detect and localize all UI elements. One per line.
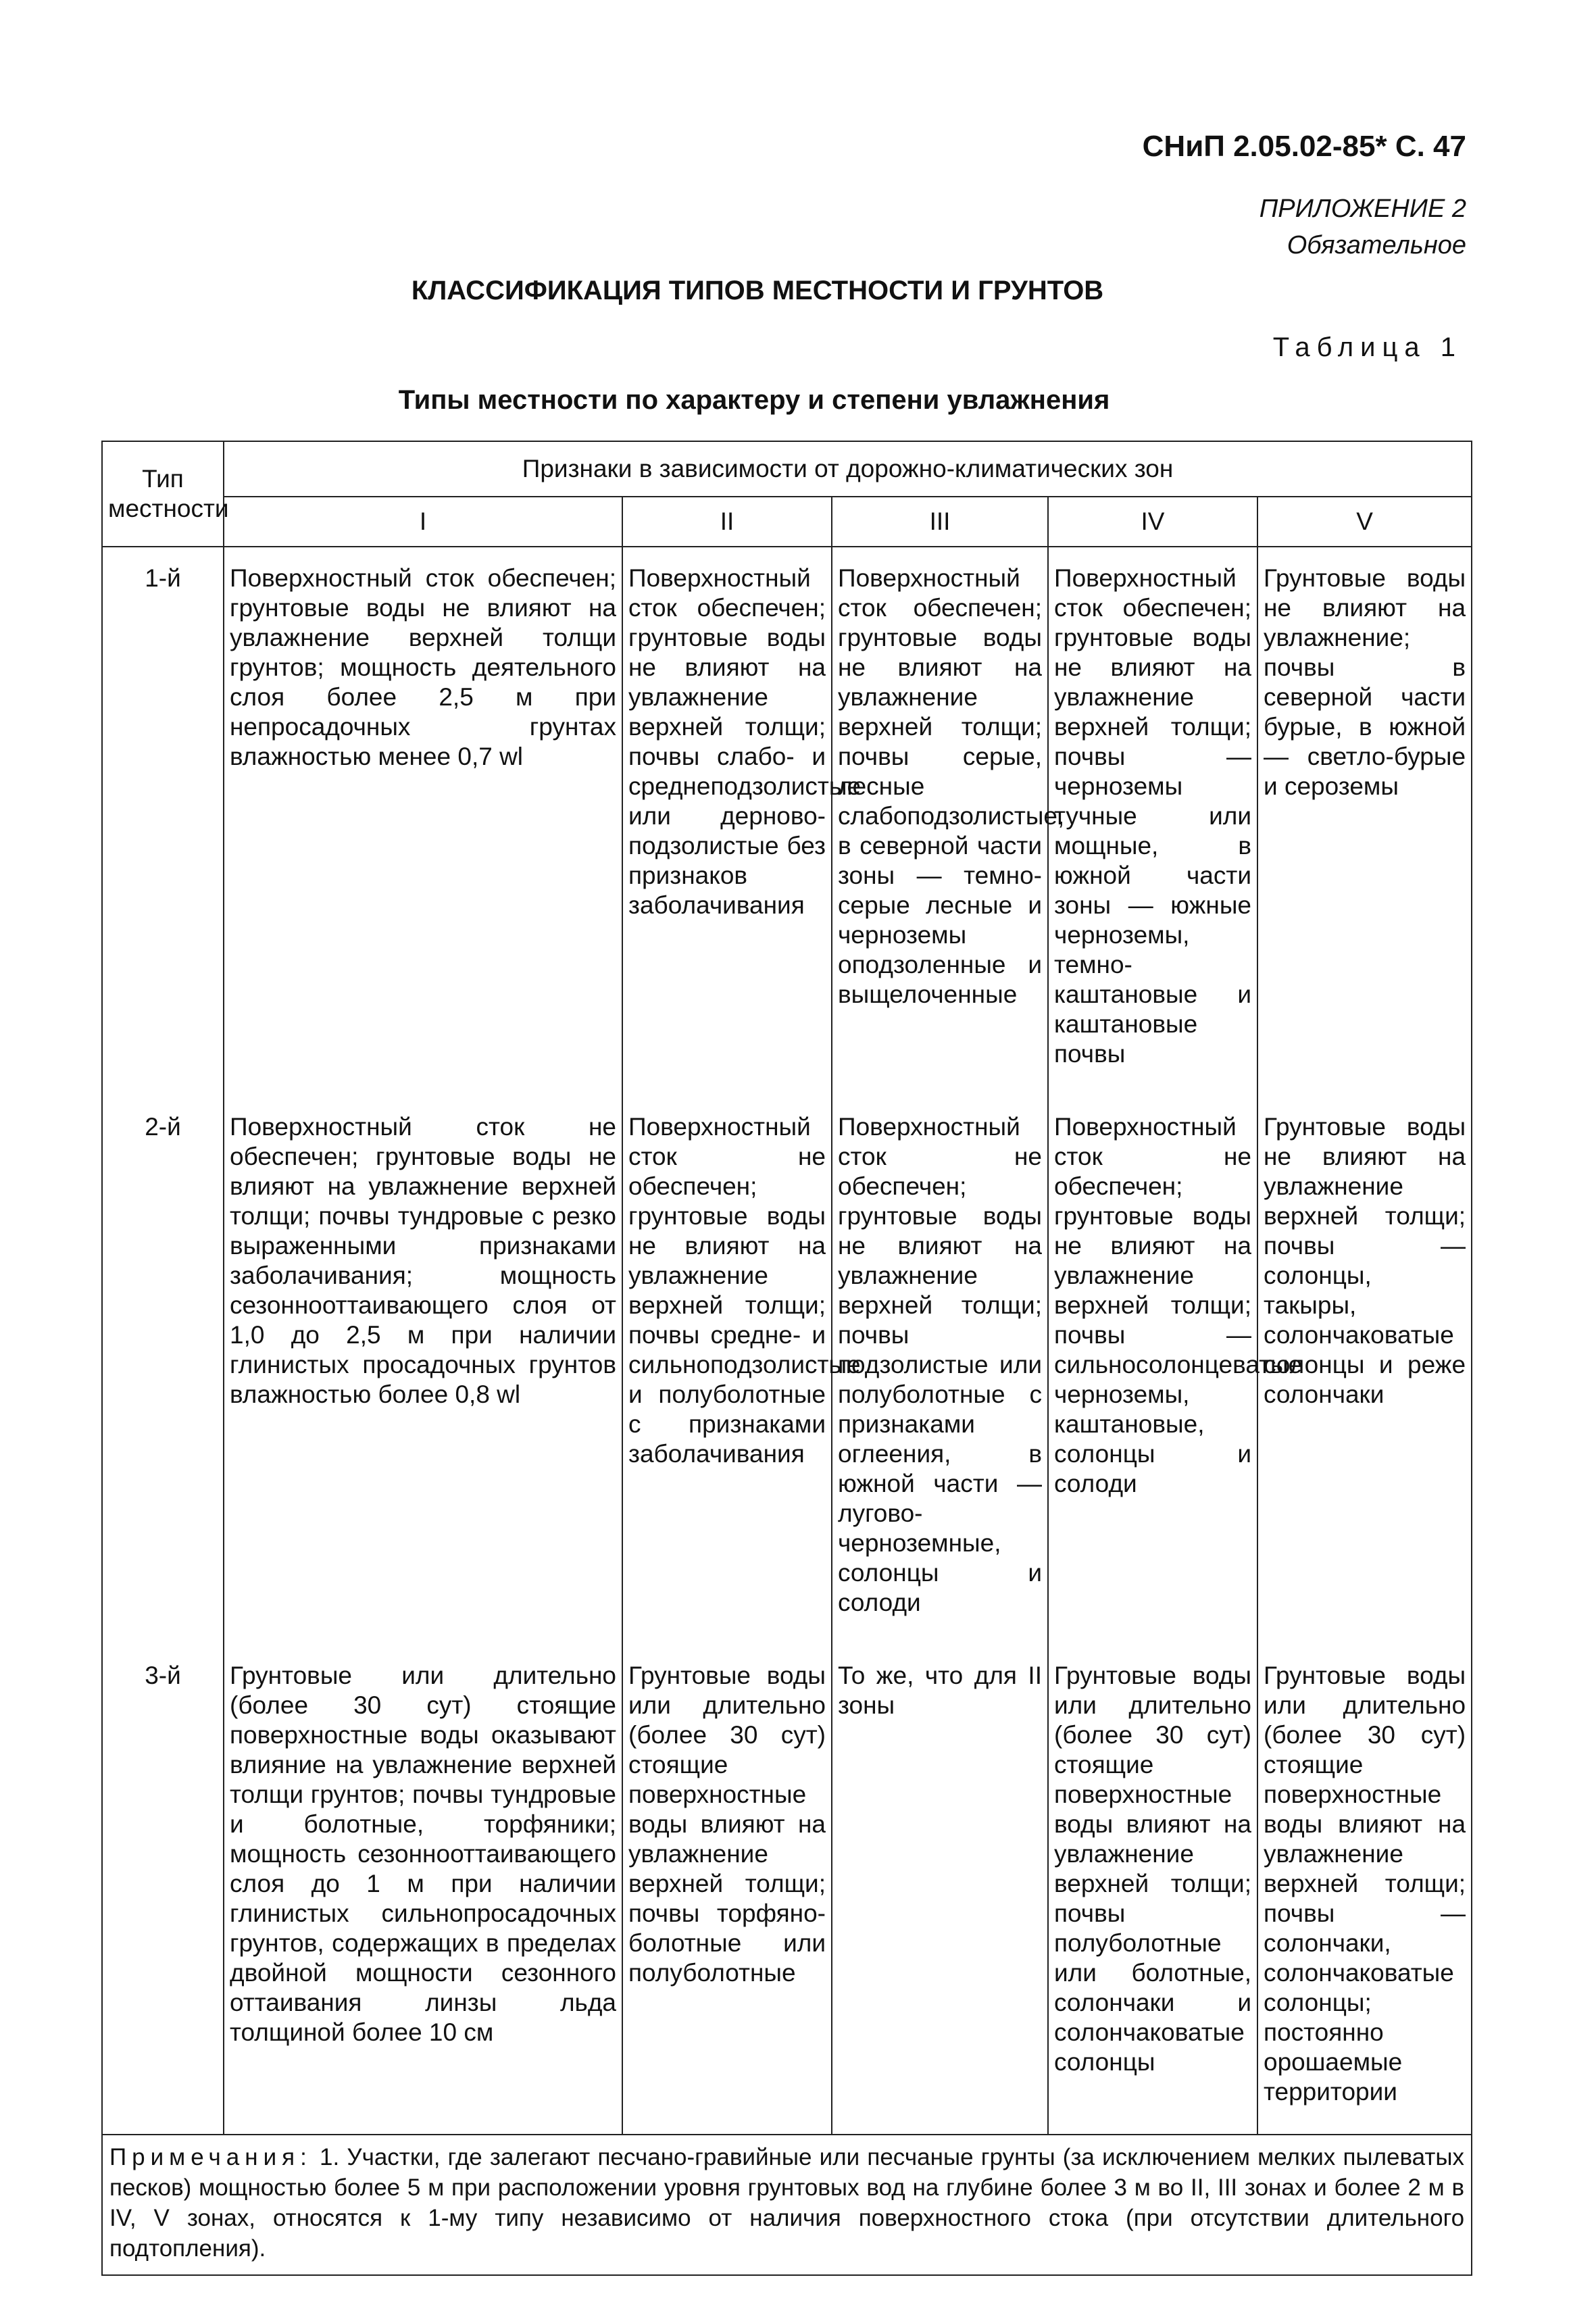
table-cell: Поверхностный сток обеспечен; грунтовые воды не влияют на увлажнение верхней толщи грунтов; мощность деятельного слоя более 2,5 м при непросадочных грунтах влажностью менее 0,7 wl [224, 547, 622, 1096]
table-cell: Грунтовые или длительно (более 30 сут) стоящие поверхностные воды оказывают влияние на увлажнение верхней толщи грунтов; почвы тундровые и болотные, торфяники; мощность сезоннооттаивающего слоя до 1 м при наличии глинистых сильнопросадочных грунтов, содержащих в пределах двойной мощности сезонного оттаивания линзы льда толщиной более 10 см [224, 1645, 622, 2135]
terrain-type: 1-й [102, 547, 224, 1096]
table-cell: Поверхностный сток не обеспечен; грунтовые воды не влияют на увлажнение верхней толщи; почвы подзолистые или полуболотные с признаками оглеения, в южной части — лугово-черноземные, солонцы и солоди [832, 1096, 1048, 1645]
table-cell: Поверхностный сток обеспечен; грунтовые воды не влияют на увлажнение верхней толщи; почвы слабо- и среднеподзолистые или дерново-подзолистые без признаков заболачивания [622, 547, 832, 1096]
table-cell: Поверхностный сток не обеспечен; грунтовые воды не влияют на увлажнение верхней толщи; почвы средне- и сильноподзолистые и полуболотные с признаками заболачивания [622, 1096, 832, 1645]
terrain-type: 3-й [102, 1645, 224, 2135]
annex-status: Обязательное [1287, 231, 1466, 259]
column-header-type: Тип местности [102, 441, 224, 547]
zone-header: II [622, 497, 832, 547]
annex-label [1260, 191, 1466, 264]
zone-header: III [832, 497, 1048, 547]
terrain-type: 2-й [102, 1096, 224, 1645]
table-cell: Грунтовые воды не влияют на увлажнение верхней толщи; почвы — солонцы, такыры, солончаковатые солонцы и реже солончаки [1257, 1096, 1472, 1645]
page-title: КЛАССИФИКАЦИЯ ТИПОВ МЕСТНОСТИ И ГРУНТОВ [411, 276, 1104, 305]
notes-text: 1. Участки, где залегают песчано-гравийные или песчаные грунты (за исключением мелких пылеватых песков) мощностью более 5 м при расположении уровня грунтовых вод на глубине более 3 м во II, III зонах и более 2 м в IV, V зонах, относятся к 1-му типу независимо от наличия поверхностного стока (при отсутствии длительного подтопления). [109, 2144, 1465, 2262]
table-cell: Поверхностный сток обеспечен; грунтовые воды не влияют на увлажнение верхней толщи; почвы серые, лесные слабоподзолистые, в северной части зоны — темно-серые лесные и черноземы оподзоленные и выщелоченные [832, 547, 1048, 1096]
column-group-header: Признаки в зависимости от дорожно-климатических зон [224, 441, 1472, 497]
table-notes [102, 2135, 1472, 2275]
notes-row [102, 2135, 1472, 2275]
table-row [102, 547, 1472, 1096]
table-cell: Поверхностный сток не обеспечен; грунтовые воды не влияют на увлажнение верхней толщи; почвы — сильносолонцеватые черноземы, каштановые, солонцы и солоди [1048, 1096, 1257, 1645]
zone-header: IV [1048, 497, 1257, 547]
table-cell: То же, что для II зоны [832, 1645, 1048, 2135]
table-cell: Грунтовые воды или длительно (более 30 сут) стоящие поверхностные воды влияют на увлажнение верхней толщи; почвы — солончаки, солончаковатые солонцы; постоянно орошаемые территории [1257, 1645, 1472, 2135]
table-cell: Поверхностный сток не обеспечен; грунтовые воды не влияют на увлажнение верхней толщи; почвы тундровые с резко выраженными признаками заболачивания; мощность сезоннооттаивающего слоя от 1,0 до 2,5 м при наличии глинистых просадочных грунтов влажностью более 0,8 wl [224, 1096, 622, 1645]
zone-header: V [1257, 497, 1472, 547]
table-cell: Грунтовые воды или длительно (более 30 сут) стоящие поверхностные воды влияют на увлажнение верхней толщи; почвы полуболотные или болотные, солончаки и солончаковатые солонцы [1048, 1645, 1257, 2135]
table-title: Типы местности по характеру и степени увлажнения [398, 385, 1110, 415]
document-code: СНиП 2.05.02-85* С. 47 [1142, 130, 1466, 163]
table-row [102, 1096, 1472, 1645]
annex-number: ПРИЛОЖЕНИЕ 2 [1259, 195, 1466, 223]
table-cell: Грунтовые воды или длительно (более 30 сут) стоящие поверхностные воды влияют на увлажнение верхней толщи; почвы торфяно-болотные или полуболотные [622, 1645, 832, 2135]
zone-header: I [224, 497, 622, 547]
table-row [102, 1645, 1472, 2135]
terrain-types-table [101, 441, 1472, 2276]
table-number: Таблица 1 [1272, 332, 1462, 362]
notes-label: Примечания: [109, 2144, 312, 2170]
table-cell: Поверхностный сток обеспечен; грунтовые воды не влияют на увлажнение верхней толщи; почвы — черноземы тучные или мощные, в южной части зоны — южные черноземы, темно-каштановые и каштановые почвы [1048, 547, 1257, 1096]
table-cell: Грунтовые воды не влияют на увлажнение; почвы в северной части бурые, в южной — светло-бурые и сероземы [1257, 547, 1472, 1096]
